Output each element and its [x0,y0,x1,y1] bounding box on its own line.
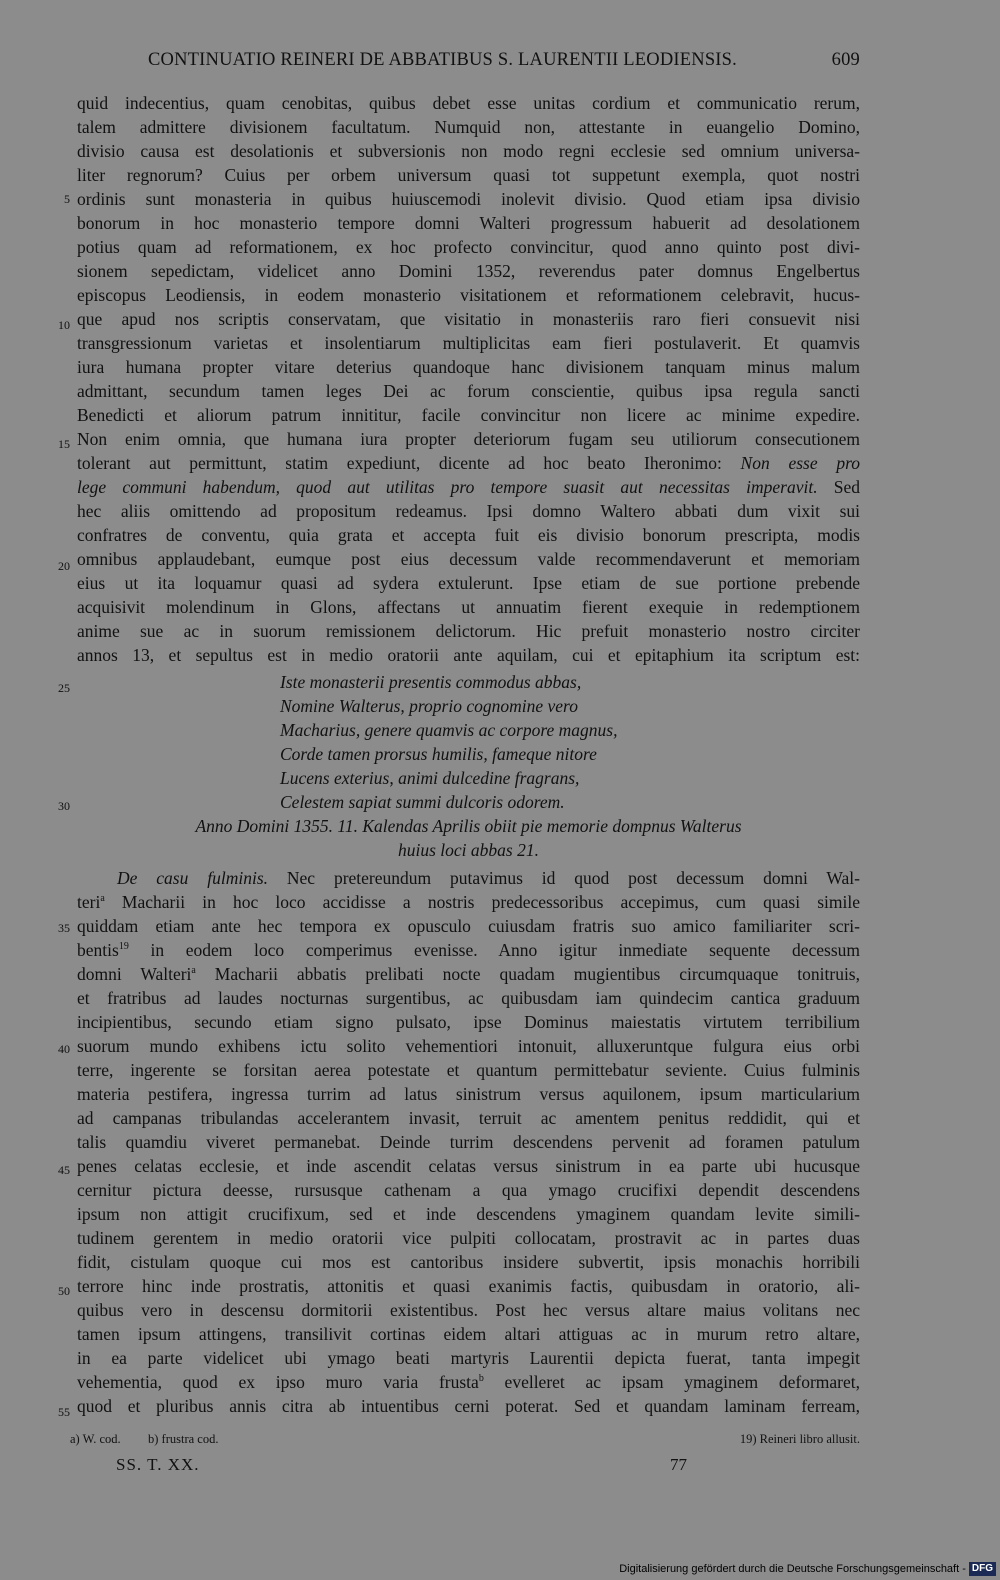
text-line: penes celatas ecclesie, et inde ascendit celatas versus sinistrum in ea parte ubi hucusque [77,1156,860,1176]
text-line [77,962,860,986]
text-line: potius quam ad reformationem, ex hoc profecto convincitur, quod anno quinto post divi- [77,237,860,257]
text-line: omnibus applaudebant, eumque post eius decessum valde recommendaverunt et memoriam [77,549,860,569]
verse-line: Corde tamen prorsus humilis, fameque nitore [280,744,597,764]
text-line: in ea parte videlicet ubi ymago beati martyris Laurentii depicta fuerat, tanta impegit [77,1348,860,1368]
text-segment: Nec pretereundum putavimus id quod post decessum domni Wal- [286,868,860,888]
text-line: materia pestifera, ingressa turrim ad latus sinistrum versus aquilonem, ipsum marticularium [77,1084,860,1104]
text-line: admittant, secundum tamen leges Dei ac forum conscientie, quibus ipsa regula sancti [77,381,860,401]
text-line: quiddam etiam ante hec tempora ex opusculo cuiusdam fratris suo amico familiariter scri- [77,916,860,936]
text-line: acquisivit molendinum in Glons, affectans ut annuatim fierent exequie in redemptionem [77,597,860,617]
text-line: anime sue ac in suorum remissionem delictorum. Hic prefuit monasterio nostro circiter [77,621,860,641]
text-line: divisio causa est desolationis et subversionis non modo regni ecclesie sed omnium universa- [77,141,860,161]
text-line [77,866,860,890]
text-line: eius ut ita loquamur quasi ad sydera extulerunt. Ipse etiam de sue portione prebende [77,573,860,593]
text-segment: Macharii abbatis prelibati nocte quadam mugientibus circumquaque tonitruis, [214,964,860,984]
text-line: tudinem gerentem in medio oratorii vice pulpiti collocatam, prostravit ac in partes duas [77,1228,860,1248]
text-line: incipientibus, secundo etiam signo pulsato, ipse Dominus maiestatis virtutem terribilium [77,1012,860,1032]
text-line: episcopus Leodiensis, in eodem monasterio visitationem et reformationem celebravit, hucus- [77,285,860,305]
text-line [77,1370,860,1394]
text-line: et fratribus ad laudes nocturnas surgentibus, ac quibusdam iam quindecim cantica graduum [77,988,860,1008]
text-line: suorum mundo exhibens ictu solito vehementiori intonuit, alluxeruntque fulgura eius orbi [77,1036,860,1056]
verse-line: Celestem sapiat summi dulcoris odorem. [280,792,565,812]
text-line: que apud nos scriptis conservatam, que visitatio in monasteriis raro fieri consuevit nisi [77,309,860,329]
text-line [77,451,860,475]
running-head-title: CONTINUATIO REINERI DE ABBATIBUS S. LAURENTII LEODIENSIS. [148,50,737,70]
line-number: 20 [58,559,70,573]
line-number: 30 [58,799,70,813]
text-line: cernitur pictura deesse, rursusque cathenam a qua ymago crucifixi dependit descendens [77,1180,860,1200]
text-line: hec aliis omittendo ad propositum redeamus. Ipsi domno Waltero abbati dum vixit sui [77,501,860,521]
text-line [77,938,860,962]
dfg-logo: DFG [969,1562,996,1576]
page-footer [116,1455,736,1477]
digitization-note: Digitalisierung gefördert durch die Deutsche Forschungsgemeinschaft - [619,1563,966,1575]
text-line: ordinis sunt monasteria in quibus huiuscemodi inolevit divisio. Quod etiam ipsa divisio [77,189,860,209]
text-line: confratres de conventu, quia grata et accepta fuit eis divisio bonorum prescripta, modis [77,525,860,545]
obit-line: Anno Domini 1355. 11. Kalendas Aprilis obiit pie memorie dompnus Walterus [195,816,742,836]
footnote-marker: a [100,893,105,905]
section-title: De casu fulminis. [117,868,269,888]
text-line: fidit, cistulam quoque cui mos est cantoribus insidere subvertit, ipsis monachis horribili [77,1252,860,1272]
text-line: quod et pluribus annis citra ab intuentibus cerni poterat. Sed et quandam laminam ferream, [77,1396,860,1416]
verse-line: Nomine Walterus, proprio cognomine vero [280,696,578,716]
verse-line: Lucens exterius, animi dulcedine fragrans, [280,768,580,788]
footnote-marker: b [478,1373,484,1385]
text-line [77,475,860,499]
text-line: Benedicti et aliorum patrum innititur, facile convincitur non licere ac minime expedire. [77,405,860,425]
footnotes [70,1432,860,1452]
text-line: quibus vero in descensu dormitorii existentibus. Post hec versus altare maius volitans nec [77,1300,860,1320]
text-line: Non enim omnia, que humana iura propter deteriorum fugam seu utiliorum consecutionem [77,429,860,449]
line-number: 45 [58,1163,70,1177]
text-segment: bentis [77,940,119,960]
text-line: talis quamdiu viveret permanebat. Deinde turrim descendens pervenit ad foramen patulum [77,1132,860,1152]
text-line: sionem sepedictam, videlicet anno Domini 1352, reverendus pater domnus Engelbertus [77,261,860,281]
line-number: 35 [58,921,70,935]
text-line: tamen ipsum attingens, transilivit cortinas eidem altari attiguas ac in murum retro altare, [77,1324,860,1344]
text-line: ad campanas tribulandas accelerantem invasit, terruit ac amentem penitus reddidit, qui et [77,1108,860,1128]
text-line: talem admittere divisionem facultatum. Numquid non, attestante in euangelio Domino, [77,117,860,137]
text-segment: evelleret ac ipsam ymaginem deformaret, [504,1372,861,1392]
volume-signature: SS. T. XX. [116,1455,200,1474]
footnote-marker: a [191,965,196,977]
text-line: bonorum in hoc monasterio tempore domni Walteri progressum habuerit ad desolationem [77,213,860,233]
italic-quote: lege communi habendum, quod aut utilitas pro tempore suasit aut necessitas imperavit. [77,477,818,497]
line-number: 55 [58,1405,70,1419]
text-line: transgressionum varietas et insolentiarum multiplicitas eam fieri postulaverit. Et quamvis [77,333,860,353]
footnote-a: a) W. cod. [70,1432,121,1446]
text-segment: domni Walteri [77,964,192,984]
text-segment: Macharii in hoc loco accidisse a nostris predecessoribus accepimus, cum quasi simile [121,892,861,912]
running-head [148,50,860,76]
text-segment: teri [77,892,101,912]
line-number: 25 [58,681,70,695]
line-number: 40 [58,1042,70,1056]
line-number: 5 [64,192,70,206]
footnote-marker: 19 [118,941,129,953]
folio-number: 77 [670,1455,687,1474]
footnote-b: b) frustra cod. [148,1432,219,1446]
text-segment: in eodem loco comperimus evenisse. Anno igitur inmediate sequente decessum [150,940,860,960]
text-line: annos 13, et sepultus est in medio oratorii ante aquilam, cui et epitaphium ita scriptum est: [77,645,860,665]
text-line: terre, ingerente se forsitan aerea potestate et quantum permittebatur seviente. Cuius fulminis [77,1060,860,1080]
text-segment: tolerant aut permittunt, statim expediunt, dicente ad hoc beato Iheronimo: [77,453,722,473]
text-line: terrore hinc inde prostratis, attonitis et quasi exanimis factis, quibusdam in oratorio, ali- [77,1276,860,1296]
line-number: 50 [58,1284,70,1298]
verse-line: Macharius, genere quamvis ac corpore magnus, [280,720,618,740]
text-line: liter regnorum? Cuius per orbem universum quasi tot suppetunt exempla, quot nostri [77,165,860,185]
obit-line: huius loci abbas 21. [398,840,539,860]
line-number: 15 [58,437,70,451]
text-line: iura humana propter vitare deterius quandoque hanc divisionem tanquam minus malum [77,357,860,377]
italic-quote: Non esse pro [740,453,860,473]
text-segment: vehementia, quod ex ipso muro varia frusta [77,1372,479,1392]
text-line [77,890,860,914]
digitization-banner [619,1560,996,1578]
text-line: ipsum non attigit crucifixum, sed et inde descendens ymaginem quandam levite simili- [77,1204,860,1224]
page-number: 609 [831,50,860,70]
text-line: quid indecentius, quam cenobitas, quibus debet esse unitas cordium et communicatio rerum, [77,93,860,113]
verse-line: Iste monasterii presentis commodus abbas, [280,672,582,692]
line-number: 10 [58,318,70,332]
footnote-19: 19) Reineri libro allusit. [739,1432,860,1446]
text-segment: Sed [833,477,861,497]
